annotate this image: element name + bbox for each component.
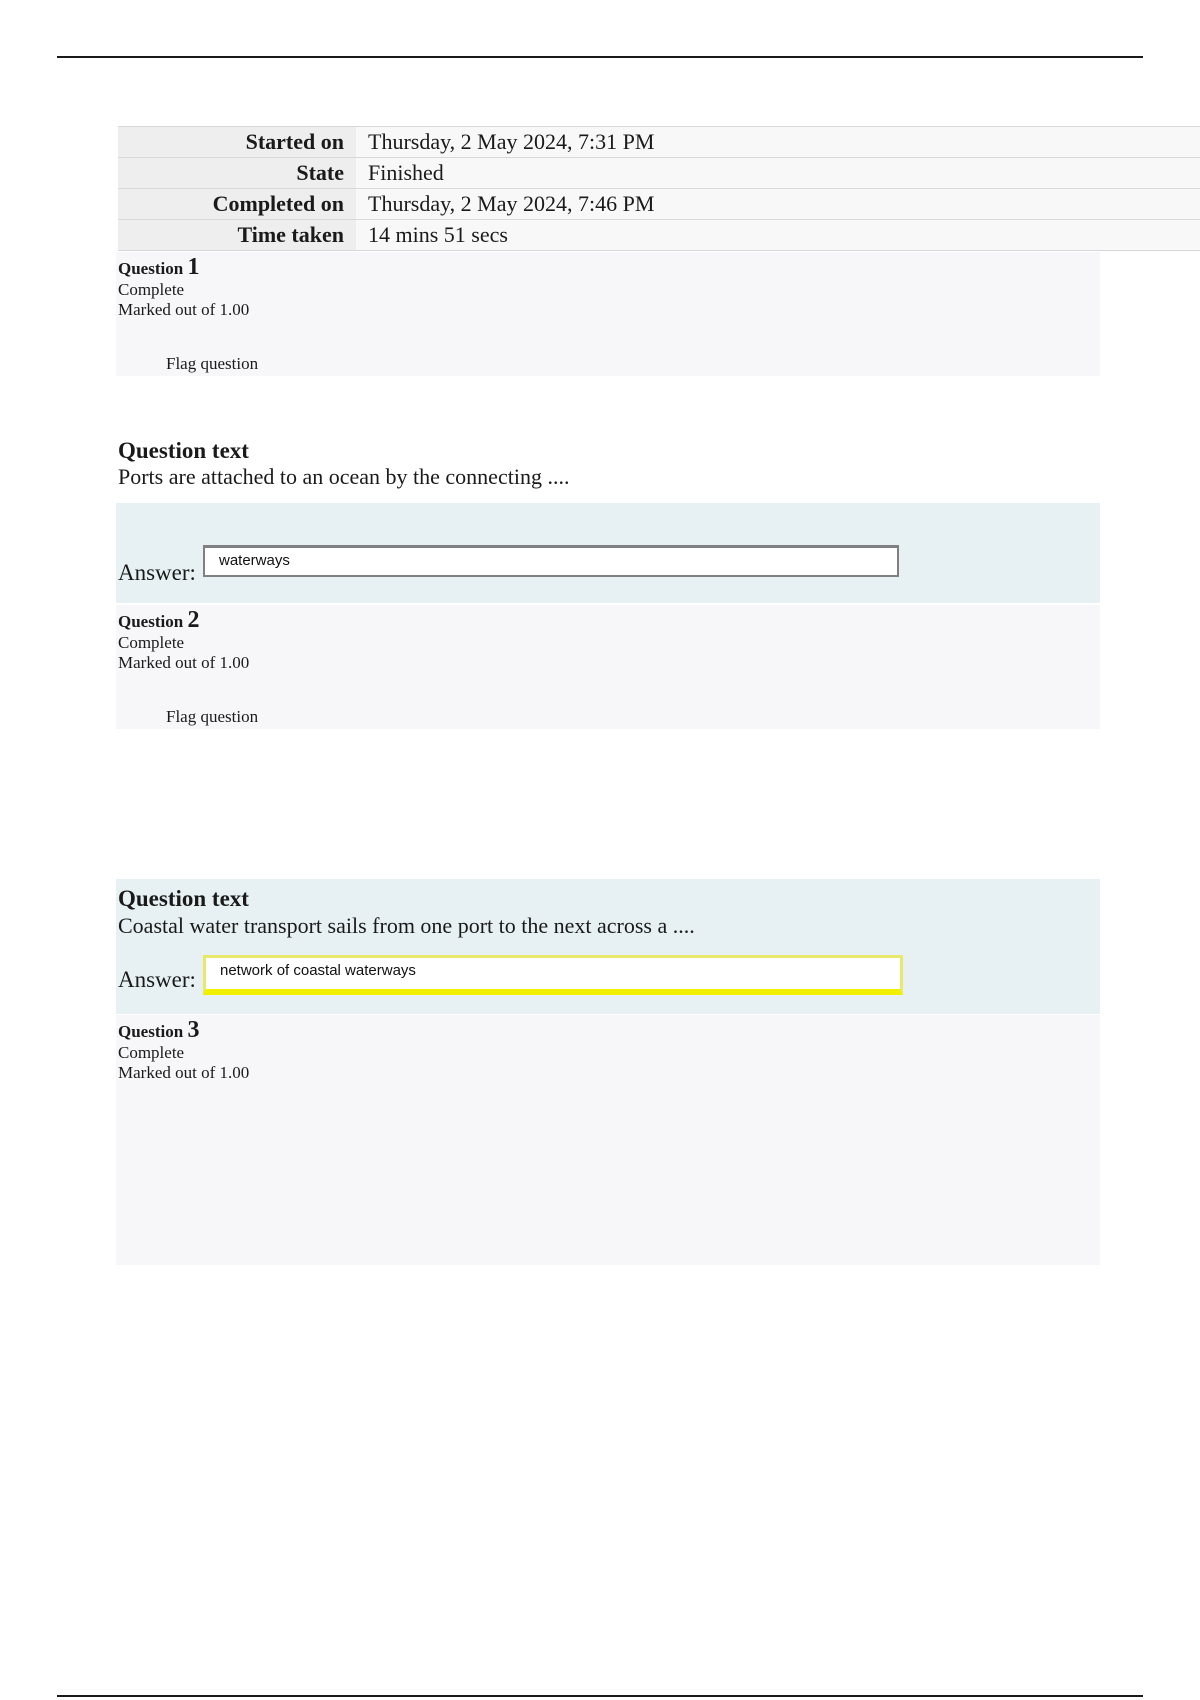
summary-value-started: Thursday, 2 May 2024, 7:31 PM xyxy=(356,127,1200,158)
question-2-answer-input[interactable]: network of coastal waterways xyxy=(203,955,903,995)
flag-question-1-button[interactable]: Flag question xyxy=(166,354,259,373)
question-word: Question xyxy=(118,612,184,631)
summary-label-completed: Completed on xyxy=(118,189,356,220)
summary-row xyxy=(118,220,1200,251)
question-1-state: Complete xyxy=(118,280,185,299)
question-number: 1 xyxy=(187,254,200,280)
question-1-info xyxy=(116,252,1100,376)
top-divider xyxy=(57,56,1143,58)
question-1-answer-input[interactable]: waterways xyxy=(203,545,899,577)
summary-value-completed: Thursday, 2 May 2024, 7:46 PM xyxy=(356,189,1200,220)
question-1-text: Ports are attached to an ocean by the connecting .... xyxy=(118,464,570,489)
attempt-summary-table xyxy=(118,126,1200,251)
question-2-info xyxy=(116,605,1100,729)
question-2-number xyxy=(118,609,1100,633)
question-3-info xyxy=(116,1015,1100,1265)
summary-row xyxy=(118,127,1200,158)
question-2-text-title: Question text xyxy=(118,886,249,911)
question-1-answer-area xyxy=(116,503,1100,603)
question-1-text-title: Question text xyxy=(118,438,249,463)
question-word: Question xyxy=(118,259,184,278)
summary-label-started: Started on xyxy=(118,127,356,158)
question-1-text-block xyxy=(116,438,1100,490)
question-1-grade: Marked out of 1.00 xyxy=(118,300,250,319)
summary-label-state: State xyxy=(118,158,356,189)
question-2-grade: Marked out of 1.00 xyxy=(118,653,250,672)
summary-label-time: Time taken xyxy=(118,220,356,251)
question-3-number xyxy=(118,1019,1100,1043)
question-3-state: Complete xyxy=(118,1043,185,1062)
question-1-number xyxy=(118,256,1100,280)
summary-value-time: 14 mins 51 secs xyxy=(356,220,1200,251)
question-1-answer-label: Answer: xyxy=(118,560,196,585)
question-2-answer-area xyxy=(116,879,1100,1014)
question-number: 2 xyxy=(187,607,200,633)
summary-row xyxy=(118,158,1200,189)
summary-row xyxy=(118,189,1200,220)
question-2-answer-label: Answer: xyxy=(118,967,196,992)
question-3-grade: Marked out of 1.00 xyxy=(118,1063,250,1082)
question-number: 3 xyxy=(187,1017,200,1043)
question-2-text: Coastal water transport sails from one port to the next across a .... xyxy=(118,913,695,938)
flag-question-2-button[interactable]: Flag question xyxy=(166,707,259,726)
summary-value-state: Finished xyxy=(356,158,1200,189)
question-2-state: Complete xyxy=(118,633,185,652)
bottom-divider xyxy=(57,1695,1143,1697)
question-word: Question xyxy=(118,1022,184,1041)
